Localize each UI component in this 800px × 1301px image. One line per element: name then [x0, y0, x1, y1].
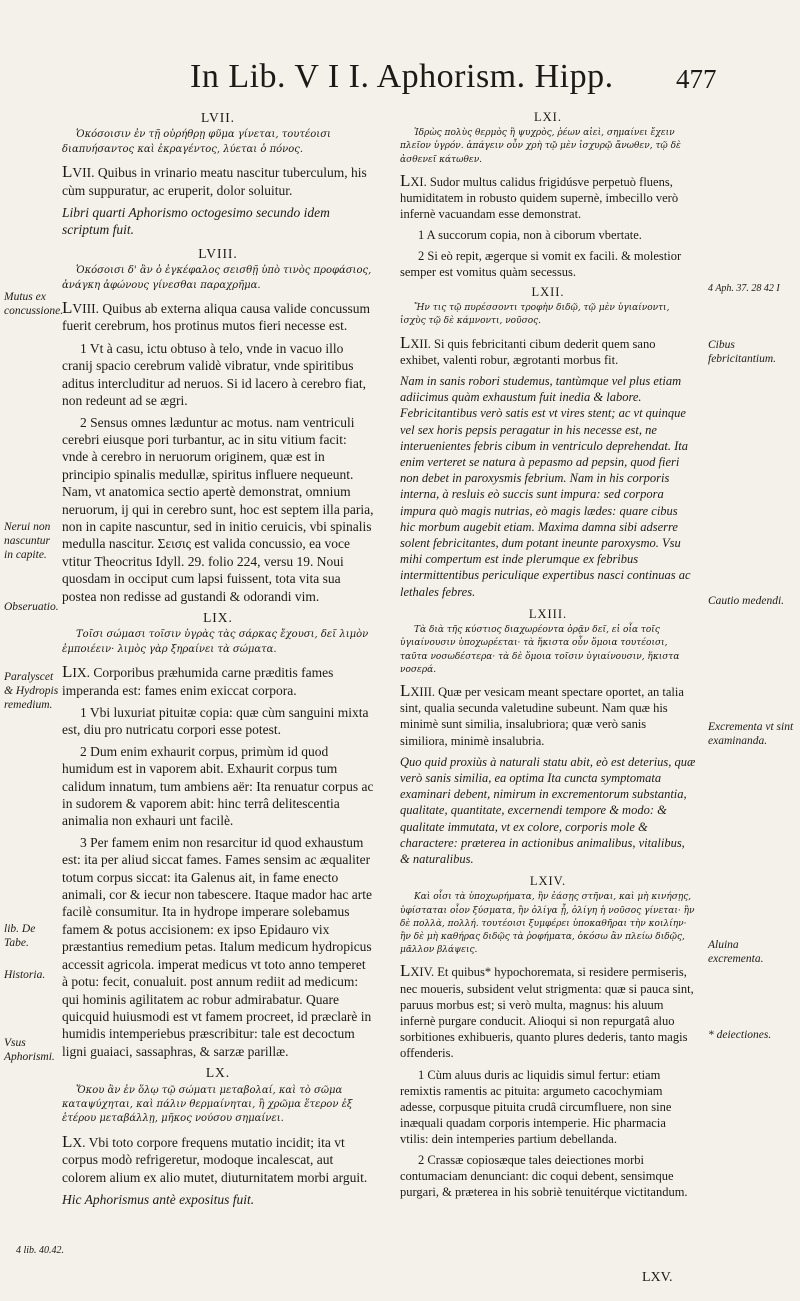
greek-text: Καὶ οἷσι τὰ ὑποχωρήματα, ἢν ἐάσῃς στῆναι, καὶ μὴ κινήσῃς, ὑφίσταται οἷον ξύσματα, ἢν ὀλίγα ᾖ, ὀλίγη ἡ νοῦσος γίνεται· ἢν δὲ πολλὰ, πολλή. τουτέοισι ξυμφέρει ὑποκαθῆραι τὴν κοιλίην· ἢν δὲ μὴ καθήρας διδῷς τὰ ῥοφήματα, ὁκόσω ἂν πλείω διδῷς, μᾶλλον βλάψεις. — [400, 892, 695, 956]
greek-text: Ἤν τις τῷ πυρέσσοντι τροφὴν διδῷ, τῷ μὲν ὑγιαίνοντι, ἰσχὺς τῷ δὲ κάμνοντι, νοῦσος. — [400, 303, 670, 327]
aphorism-number: LXIII. — [528, 606, 568, 621]
right-column — [400, 107, 696, 1204]
margin-note-obseruatio: Obseruatio. — [4, 601, 59, 613]
commentary-paragraph: 1 Vt à casu, ictu obtuso à telo, vnde in vacuo illo cranij spacio cerebrum validè vibratur, vnde spiritibus aditus intercluditur ad neruos. Si id lacero à cerebro fiat, non redeunt ad se ægri. — [62, 340, 367, 409]
margin-note-vsus: Vsus Aphorismi. — [4, 1037, 55, 1063]
margin-note-mutus: Mutus ex concussione. — [4, 291, 64, 317]
italic-commentary: Libri quarti Aphorismo octogesimo secundo idem scriptum fuit. — [62, 205, 330, 238]
commentary-paragraph: 2 Dum enim exhaurit corpus, primùm id quod humidum est in vaporem abit. Exhaurit corpus tum calidum innatum, tum ambiens aër: Ita renuatur corpus ac in sudorem & vaporem abit: hinc terrâ delitescentia animalia non exhauri unt facilè. — [62, 743, 374, 829]
latin-aphorism: LXI. Sudor multus calidus frigidúsve perpetuò fluens, humiditatem in robusto quidem supernè, imbecillo verò infernè vacuandam esse demonstrat. — [400, 170, 679, 222]
running-head: In Lib. V I I. Aphorism. Hipp. — [190, 58, 614, 95]
latin-aphorism: LXIV. Et quibus* hypochoremata, si residere permiseris, nec moueris, subsident velut strigmenta: quæ si pauca sint, paruus morbus est; si verò multa, magnus: his aluum infernè purgare conducit. Alioqui si non repurgatâ aluo sorbitiones exhibueris, quanto plures dederis, tanto magis offenderis. — [400, 961, 694, 1061]
left-column — [62, 107, 374, 1214]
latin-aphorism: LXIII. Quæ per vesicam meant spectare oportet, an talia sint, qualia secunda valetudine subeunt. Nam quæ his minimè sunt similia, insalubriora; quæ verò sanis similiora, minimè insalubria. — [400, 680, 684, 748]
italic-commentary: Hic Aphorismus antè expositus fuit. — [62, 1191, 255, 1207]
page-number: 477 — [676, 64, 717, 94]
aphorism-number: LXI. — [534, 110, 562, 124]
footer-reference: 4 lib. 40.42. — [16, 1245, 65, 1256]
margin-note-tabe: lib. De Tabe. — [4, 923, 36, 949]
latin-aphorism: LX. Vbi toto corpore frequens mutatio incidit; ita vt corpus modò refrigeretur, modoque incalescat, aut colorem alium ex alio mutet, diuturnitatem morbi arguit. — [62, 1131, 368, 1185]
aphorism-number: LXII. — [531, 285, 565, 300]
italic-commentary: Quo quid proxiùs à naturali statu abit, eò est deterius, quæ verò sanis similia, ea optima Ita cuncta symptomata examinari debent, nimirum in excrementorum substantia, qualitate, quantitate, excernendi tempore & modo: & qualitate immutata, vt ex colore, corporis mole & charactere: præterea in actionibus animalibus, vitalibus, & naturalibus. — [400, 754, 696, 866]
margin-note-aluina: Aluina excrementa. — [708, 939, 764, 965]
aphorism-number: LVIII. — [198, 245, 238, 261]
aphorism-number: LX. — [205, 1065, 231, 1081]
greek-text: Ὅκου ἂν ἐν ὅλῳ τῷ σώματι μεταβολαί, καὶ τὸ σῶμα καταψύχηται, καὶ πάλιν θερμαίνηται, ἢ χρῶμα ἕτερον ἐξ ἑτέρου μεταβάλλῃ, μῆκος νούσου σημαίνει. — [62, 1084, 353, 1125]
margin-note-cautio: Cautio medendi. — [708, 595, 785, 607]
commentary-paragraph: 2 Sensus omnes læduntur ac motus. nam ventriculi cerebri eiusque pori turbantur, ac in situ vitium facit: vnde à cerebro in neruorum originem, quæ est in principio spinalis medullæ, spiritus influere nequeunt. Nam, vt anatomica sectio apertè demonstrat, omnium neruorum, ij qui in cerebro sunt, hoc est septem illa paria, non in capite nascuntur, sed in initio ceruicis, vbi spinalis medulla nascitur. Σεισις est valida concussio, ea voce vtitur Theocritus Idyll. 29. folio 224, versu 19. Noui quosdam in occiput cum lapsi fuissent, tota vita sua postea non redisse ad gustandi & odorandi vim. — [62, 414, 374, 604]
aphorism-number: LIX. — [203, 609, 233, 625]
commentary-paragraph: 2 Si eò repit, ægerque si vomit ex facili. & molestior semper est vomitus quàm secessus. — [400, 248, 682, 279]
margin-note-excrementa: Excrementa vt sint examinanda. — [708, 721, 794, 747]
latin-aphorism: LVII. Quibus in vrinario meatu nascitur tuberculum, his cùm suppuratur, ac eruperit, dolor soluitur. — [62, 162, 367, 198]
aphorism-number: LXIV. — [529, 874, 567, 889]
greek-text: Ὁκόσοισι δ' ἂν ὁ ἐγκέφαλος σεισθῇ ὑπὸ τινὸς προφάσιος, ἀνάγκη ἀφώνους γίνεσθαι παραχρῆμα. — [62, 265, 372, 291]
margin-note-nerui: Nerui non nascuntur in capite. — [4, 521, 51, 561]
latin-aphorism: LIX. Corporibus præhumida carne præditis fames imperanda est: fames enim exiccat corpora. — [62, 662, 334, 698]
latin-aphorism: LVIII. Quibus ab externa aliqua causa valide concussum fuerit cerebrum, hos protinus mutos fieri necesse est. — [62, 298, 371, 334]
aphorism-number: LVII. — [200, 110, 236, 125]
greek-text: Ὁκόσοισιν ἐν τῇ οὐρήθρῃ φῦμα γίνεται, τουτέοισι διαπυήσαντος καὶ ἐκραγέντος, λύεται ὁ πόνος. — [62, 129, 331, 155]
latin-aphorism: LXII. Si quis febricitanti cibum dederit quem sano exhibet, valenti robur, ægrotanti morbus fit. — [400, 332, 656, 367]
margin-note-paralyscet: Paralyscet & Hydropis remedium. — [4, 671, 59, 711]
commentary-paragraph: 2 Crassæ copiosæque tales deiectiones morbi contumaciam denunciant: dic coqui debent, sensimque purgari, & præterea in his sobriè tenuitérque victitandum. — [400, 1152, 688, 1199]
commentary-paragraph: 1 Vbi luxuriat pituitæ copia: quæ cùm sanguini mixta est, diu pro nutricatu corpori esse potest. — [62, 705, 369, 738]
margin-note-historia: Historia. — [4, 969, 46, 981]
commentary-paragraph: 1 A succorum copia, non à ciborum vbertate. — [418, 228, 642, 243]
italic-commentary: Nam in sanis robori studemus, tantùmque vel plus etiam adiicimus quàm exhaustum fuit inedia & labore. Febricitantibus verò satis est vt vires stent; ac vt quinque vel sex horis pepsis peragatur in his necesse est, ne interuenientes febris cibum in ventriculo deprehendat. Ita enim verteret se natura à pepasmo ad pepsin, quod fieri non debet in paroxysmis febrium. Nam in his corporis interna, à resluis eò succis sunt impura: sed corpora impura quò magis nutrias, eò magis lædes: quare cibus hic morbum augebit etiam. Maxima damna sibi adserre solent febricitantes, dum potant ineunte paroxysmo. Vsu mihi compertum est inde plerumque ex febribus intermittentibus periculique expertibus nasci continuas ac lethales febres. — [400, 374, 691, 599]
greek-text: Ἱδρὼς πολὺς θερμὸς ἢ ψυχρὸς, ῥέων αἰεὶ, σημαίνει ἔχειν πλεῖον ὑγρόν. ἀπάγειν οὖν χρὴ τῷ μὲν ἰσχυρῷ ἄνωθεν, τῷ δὲ ἀσθενεῖ κάτωθεν. — [400, 128, 681, 165]
greek-text: Τοῖσι σώμασι τοῖσιν ὑγρὰς τὰς σάρκας ἔχουσι, δεῖ λιμὸν ἐμποιέειν· λιμὸς γὰρ ξηραίνει τὰ σώματα. — [62, 629, 369, 655]
commentary-paragraph: 3 Per famem enim non resarcitur id quod exhaustum est: ita per aliud siccat fames. Fames sensim ac æqualiter totum corpus siccat: ita Galenus ait, in fame enecto animali, cor & iecur non tabescere. Itaque mador hac arte facilè consumitur. Ita in hydrope imperare solebamus famem & potus accisionem: ex ipso Epidauro vix præstantius remedium petas. Italum medicum hydropicus accessit agricola. imperat medicus vt toto anno temperet à potu: fecit, conualuit. post annum rediit ad medicum: qui hominis agilitatem ac robur admirabatur. Quare quicquid huiusmodi est vt famem procreet, id præclarè in humidis intemperiebus præscribitur: tale est decoctum ligni guaiaci, sassaphras, & sarzæ parillæ. — [62, 834, 372, 1059]
commentary-paragraph: 1 Cùm aluus duris ac liquidis simul fertur: etiam remixtis ramentis ac pituita: argumeto cacochymiam adesse, corpusque pituita crudâ circumfluere, non sine inæquali quadam corporis intemperie. Hic pharmacia vtilis: dein intemperies partium debellanda. — [400, 1067, 672, 1147]
margin-note-deiectio: * deiectiones. — [708, 1029, 772, 1041]
catchword: LXV. — [642, 1270, 673, 1285]
margin-note-aph-ref: 4 Aph. 37. 28 42 I — [708, 283, 780, 294]
greek-text: Τὰ διὰ τῆς κύστιος διαχωρέοντα ὁρᾷν δεῖ, εἰ οἷα τοῖς ὑγιαίνουσιν ὑποχωρέεται· τὰ ἥκιστα οὖν ὅμοια τουτέοισι, ταῦτα νοσωδέστερα· τὰ δὲ ὅμοια τοῖσιν ὑγιαίνουσιν, ἥκιστα νοσερά. — [400, 625, 680, 675]
margin-note-cibus: Cibus febricitantium. — [708, 339, 777, 365]
